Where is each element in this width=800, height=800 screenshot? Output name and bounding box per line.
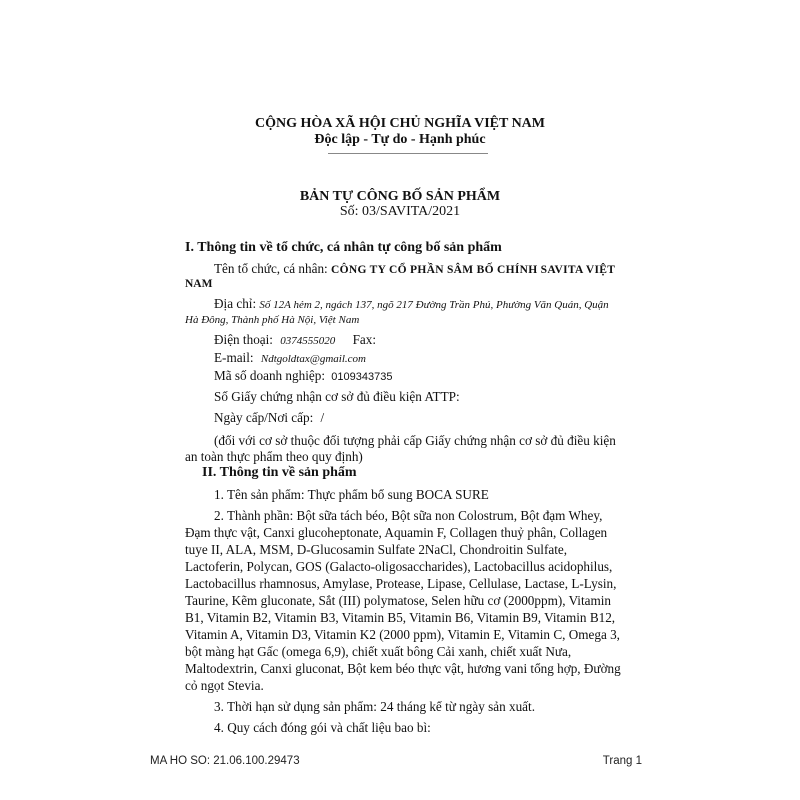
phone-value: 0374555020 bbox=[280, 335, 336, 347]
tax-line bbox=[214, 366, 666, 387]
address-value-cont: Hà Đông, Thành phố Hà Nội, Việt Nam bbox=[185, 314, 360, 326]
org-name-value-cont: NAM bbox=[185, 278, 213, 290]
ingredients-line-8: Vitamin A, Vitamin D3, Vitamin K2 (2000 ppm), Vitamin E, Vitamin C, Omega 3, bbox=[185, 627, 620, 642]
org-name-label: Tên tổ chức, cá nhân: bbox=[214, 261, 328, 276]
fax-label: Fax: bbox=[352, 332, 377, 347]
section2-heading: II. Thông tin về sản phẩm bbox=[202, 465, 357, 480]
cert-note: (đối với cơ sở thuộc đối tượng phải cấp Giấy chứng nhận cơ sở đủ điều kiện bbox=[214, 433, 616, 448]
address-label: Địa chỉ: bbox=[214, 296, 257, 311]
ingredients-line-10: Maltodextrin, Canxi gluconat, Bột kem béo thực vật, hương vani tổng hợp, Đường bbox=[185, 661, 621, 676]
ingredients-line-9: bột màng hạt Gấc (omega 6,9), chiết xuất bông Cải xanh, chiết xuất Nưa, bbox=[185, 644, 572, 659]
ingredients-line-6: Taurine, Kẽm gluconate, Sắt (III) polymatose, Selen hữu cơ (2000ppm), Vitamin bbox=[185, 593, 611, 608]
cert-note-cont: an toàn thực phẩm theo quy định) bbox=[185, 449, 363, 464]
issue-value: / bbox=[320, 410, 325, 425]
tax-value: 0109343735 bbox=[331, 371, 393, 383]
national-title: CỘNG HÒA XÃ HỘI CHỦ NGHĨA VIỆT NAM bbox=[254, 116, 545, 131]
address-value: Số 12A hẻm 2, ngách 137, ngõ 217 Đường Trần Phú, Phường Văn Quán, Quận bbox=[259, 299, 609, 311]
ingredients-line-1: 2. Thành phần: Bột sữa tách béo, Bột sữa non Colostrum, Bột đạm Whey, bbox=[214, 508, 603, 523]
header-divider bbox=[328, 153, 488, 154]
shelf-life: 3. Thời hạn sử dụng sản phẩm: 24 tháng kể từ ngày sản xuất. bbox=[214, 699, 535, 714]
product-name: 1. Tên sản phẩm: Thực phẩm bổ sung BOCA SURE bbox=[214, 487, 489, 502]
ingredients-line-11: cỏ ngọt Stevia. bbox=[185, 678, 264, 693]
ingredients-line-7: B1, Vitamin B2, Vitamin B3, Vitamin B5, Vitamin B6, Vitamin B9, Vitamin B12, bbox=[185, 610, 616, 625]
org-name-value: CÔNG TY CỔ PHẦN SÂM BỐ CHÍNH SAVITA VIỆT bbox=[331, 264, 616, 276]
cert-line: Số Giấy chứng nhận cơ sở đủ điều kiện ATTP: bbox=[214, 389, 460, 404]
document-number: Số: 03/SAVITA/2021 bbox=[339, 204, 461, 219]
ingredients-line-3: tuye II, ALA, MSM, D-Glucosamin Sulfate 2NaCl, Chondroitin Sulfate, bbox=[185, 542, 568, 557]
packaging: 4. Quy cách đóng gói và chất liệu bao bì: bbox=[214, 720, 431, 735]
tax-label: Mã số doanh nghiệp: bbox=[214, 368, 325, 383]
ingredients-line-4: Lactoferin, Polycan, GOS (Galacto-oligosaccharides), Lactobacillus acidophilus, bbox=[185, 559, 613, 574]
issue-label: Ngày cấp/Nơi cấp: bbox=[214, 410, 314, 425]
phone-label: Điện thoại: bbox=[214, 332, 273, 347]
ingredients-line-2: Đạm thực vật, Canxi glucoheptonate, Aquamin F, Collagen thuỷ phân, Collagen bbox=[185, 525, 608, 540]
issue-line bbox=[214, 408, 666, 427]
ingredients-line-5: Lactobacillus rhamnosus, Amylase, Protease, Lipase, Cellulase, Lactase, L-Lysin, bbox=[185, 576, 617, 591]
email-label: E-mail: bbox=[214, 350, 254, 365]
section1-heading: I. Thông tin về tổ chức, cá nhân tự công bố sản phẩm bbox=[185, 240, 502, 255]
file-code: MA HO SO: 21.06.100.29473 bbox=[150, 755, 300, 767]
email-value: Ndtgoldtax@gmail.com bbox=[260, 353, 366, 365]
national-motto: Độc lập - Tự do - Hạnh phúc bbox=[314, 132, 486, 147]
document-title: BẢN TỰ CÔNG BỐ SẢN PHẨM bbox=[299, 189, 501, 204]
page-number: Trang 1 bbox=[602, 755, 642, 767]
